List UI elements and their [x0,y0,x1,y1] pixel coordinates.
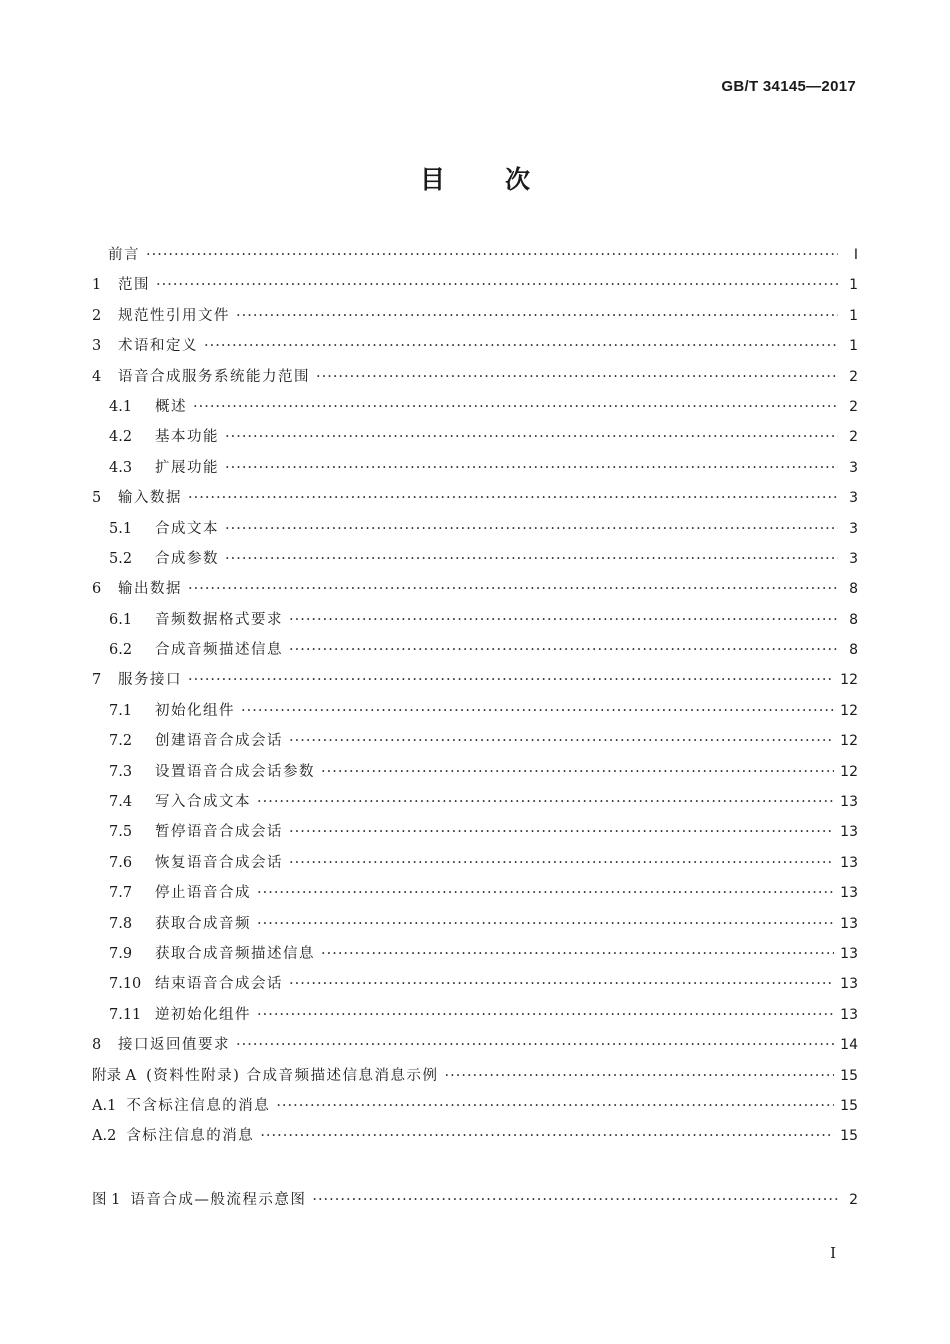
toc-entry-number: 7.1 [109,702,133,719]
toc-entry-number: 6.1 [109,611,133,628]
toc-entry[interactable] [92,969,858,999]
toc-entry-number: 7.11 [109,1006,142,1023]
toc-entry-label: 输入数据 [118,490,182,507]
toc-entry-label: 不含标注信息的消息 [126,1097,271,1114]
toc-entry[interactable] [92,817,858,847]
toc-entry-page: 13 [840,945,858,962]
toc-entry-label: 合成音频描述信息 [155,642,283,659]
toc-entry-number: 2 [92,307,102,324]
toc-entry-label: 逆初始化组件 [155,1006,251,1023]
toc-entry-number: 4 [92,368,102,385]
toc-entry-page: 12 [840,672,858,689]
toc-entry-page: 8 [849,642,858,659]
toc-leader-dots [204,331,838,361]
toc-leader-dots [188,574,838,604]
toc-entry[interactable] [92,483,858,513]
toc-entry-page: 3 [849,520,858,537]
toc-entry-label: 获取合成音频描述信息 [155,945,315,962]
toc-entry-label: 结束语音合成会话 [155,976,283,993]
page-title [0,160,950,196]
toc-entry[interactable] [92,453,858,483]
toc-entry-number: 7.7 [109,885,133,902]
toc-entry-page: 12 [840,733,858,750]
toc-leader-dots [276,1091,834,1121]
toc-leader-dots [193,392,838,422]
toc-entry-label: 语音合成服务系统能力范围 [118,368,310,385]
toc-entry-number: 4.3 [109,459,133,476]
toc-entry[interactable] [92,240,858,270]
toc-entry[interactable] [92,635,858,665]
toc-entry[interactable] [92,544,858,574]
toc-entry-number: 7 [92,672,102,689]
toc-entry-number: A.2 [92,1128,117,1145]
toc-entry-number: 7.9 [109,945,133,962]
toc-entry-label: 获取合成音频 [155,915,251,932]
toc-leader-dots [241,696,834,726]
toc-entry-label: (资料性附录) 合成音频描述信息消息示例 [146,1067,439,1084]
toc-entry-page: 2 [849,429,858,446]
toc-entry-page: 3 [849,459,858,476]
toc-entry[interactable] [92,514,858,544]
title-char-2: 次 [505,165,531,194]
toc-leader-dots [146,240,838,270]
toc-entry-number: 5.1 [109,520,133,537]
standard-number: GB/T 34145—2017 [721,78,856,95]
figure-list [92,1185,858,1215]
toc-entry-page: 2 [849,398,858,415]
toc-entry[interactable] [92,605,858,635]
toc-leader-dots [225,514,838,544]
toc-leader-dots [236,301,838,331]
footer-page-number: Ⅰ [830,1244,836,1262]
toc-leader-dots [225,422,838,452]
toc-entry-number: 7.10 [109,976,142,993]
toc-entry-label: 接口返回值要求 [118,1037,230,1054]
toc-leader-dots [188,483,838,513]
toc-entry-label: 含标注信息的消息 [126,1128,255,1145]
toc-entry[interactable] [92,1000,858,1030]
toc-entry-page: 13 [840,885,858,902]
toc-entry[interactable] [92,301,858,331]
toc-entry-label: 合成参数 [155,550,219,567]
toc-entry-page: 3 [849,490,858,507]
toc-entry-page: 13 [840,976,858,993]
toc-entry[interactable] [92,848,858,878]
toc-entry[interactable] [92,787,858,817]
toc-leader-dots [289,848,834,878]
toc-entry[interactable] [92,665,858,695]
toc-leader-dots [257,787,834,817]
toc-entry-number: 1 [92,277,102,294]
toc-entry-page: 2 [849,1192,858,1208]
toc-entry[interactable] [92,696,858,726]
toc-leader-dots [260,1121,834,1151]
toc-entry-page: 1 [849,307,858,324]
toc-entry-number: 7.8 [109,915,133,932]
toc-entry-number: 附录 A [92,1067,137,1084]
toc-entry-number: 4.1 [109,398,133,415]
toc-entry-number: A.1 [92,1097,117,1114]
toc-entry-label: 基本功能 [155,429,219,446]
toc-entry-number: 图 1 [92,1192,121,1208]
toc-entry-page: 13 [840,854,858,871]
toc-entry-label: 写入合成文本 [155,794,251,811]
toc-leader-dots [289,817,834,847]
toc-entry-label: 音频数据格式要求 [155,611,283,628]
toc-leader-dots [289,635,838,665]
toc-entry-label: 合成文本 [155,520,219,537]
toc-entry-page: 13 [840,824,858,841]
toc-entry-label: 设置语音合成会话参数 [155,763,315,780]
toc-entry-number: 6.2 [109,642,133,659]
toc-leader-dots [225,453,838,483]
toc-entry[interactable] [92,878,858,908]
toc-entry[interactable] [92,1121,858,1151]
toc-entry-page: 2 [849,368,858,385]
toc-entry[interactable] [92,331,858,361]
toc-entry-label: 停止语音合成 [155,885,251,902]
toc-entry[interactable] [92,1091,858,1121]
toc-entry-page: 14 [840,1037,858,1054]
toc-entry-page: 1 [849,338,858,355]
toc-entry-label: 暂停语音合成会话 [155,824,283,841]
toc-entry-label: 规范性引用文件 [118,307,230,324]
toc-entry-number: 7.5 [109,824,133,841]
toc-leader-dots [316,362,838,392]
toc-leader-dots [289,726,834,756]
toc-entry[interactable] [92,1061,858,1091]
toc-leader-dots [312,1185,838,1215]
toc-entry-label: 术语和定义 [118,338,198,355]
toc-entry-label: 前言 [108,247,140,263]
toc-leader-dots [289,969,834,999]
toc-entry-page: 12 [840,702,858,719]
toc-entry[interactable] [92,270,858,300]
toc-entry[interactable] [92,574,858,604]
toc-entry-page: 8 [849,581,858,598]
toc-entry-label: 语音合成—般流程示意图 [130,1192,307,1208]
title-char-1: 目 [419,165,445,194]
toc-leader-dots [236,1030,834,1060]
toc-entry-label: 初始化组件 [155,702,235,719]
toc-entry[interactable] [92,757,858,787]
toc-entry[interactable] [92,939,858,969]
toc-leader-dots [289,605,838,635]
toc-entry[interactable] [92,422,858,452]
toc-entry-number: 7.3 [109,763,133,780]
toc-entry-number: 5 [92,490,102,507]
toc-entry-label: 服务接口 [118,672,182,689]
toc-entry-page: 1 [849,277,858,294]
toc-entry-number: 5.2 [109,550,133,567]
toc-entry[interactable] [92,392,858,422]
toc-leader-dots [257,1000,834,1030]
toc-leader-dots [257,909,834,939]
toc-entry-number: 8 [92,1037,102,1054]
toc-entry[interactable] [92,909,858,939]
toc-entry-number: 4.2 [109,429,133,446]
toc-entry-number: 3 [92,338,102,355]
toc-entry-page: Ⅰ [853,247,858,263]
toc-leader-dots [321,939,834,969]
toc-entry-page: 8 [849,611,858,628]
toc-entry-page: 15 [840,1128,858,1145]
toc-entry-label: 输出数据 [118,581,182,598]
toc-leader-dots [156,270,838,300]
toc-entry-label: 恢复语音合成会话 [155,854,283,871]
toc-entry-number: 6 [92,581,102,598]
toc-entry-page: 15 [840,1067,858,1084]
toc-entry-page: 13 [840,794,858,811]
toc-entry[interactable] [92,1185,858,1215]
toc-leader-dots [257,878,834,908]
toc-entry-label: 概述 [155,398,187,415]
toc-entry-label: 范围 [118,277,150,294]
toc-entry-label: 创建语音合成会话 [155,733,283,750]
toc-leader-dots [225,544,838,574]
toc-entry[interactable] [92,1030,858,1060]
toc-leader-dots [445,1061,835,1091]
toc-entry[interactable] [92,362,858,392]
toc-entry-page: 15 [840,1097,858,1114]
toc-entry-number: 7.4 [109,794,133,811]
toc-leader-dots [321,757,834,787]
toc-entry-page: 13 [840,1006,858,1023]
toc-entry-number: 7.6 [109,854,133,871]
toc-entry-number: 7.2 [109,733,133,750]
table-of-contents [92,240,858,1152]
toc-entry-page: 13 [840,915,858,932]
toc-entry-page: 3 [849,550,858,567]
toc-entry-label: 扩展功能 [155,459,219,476]
toc-leader-dots [188,665,834,695]
toc-entry-page: 12 [840,763,858,780]
toc-entry[interactable] [92,726,858,756]
